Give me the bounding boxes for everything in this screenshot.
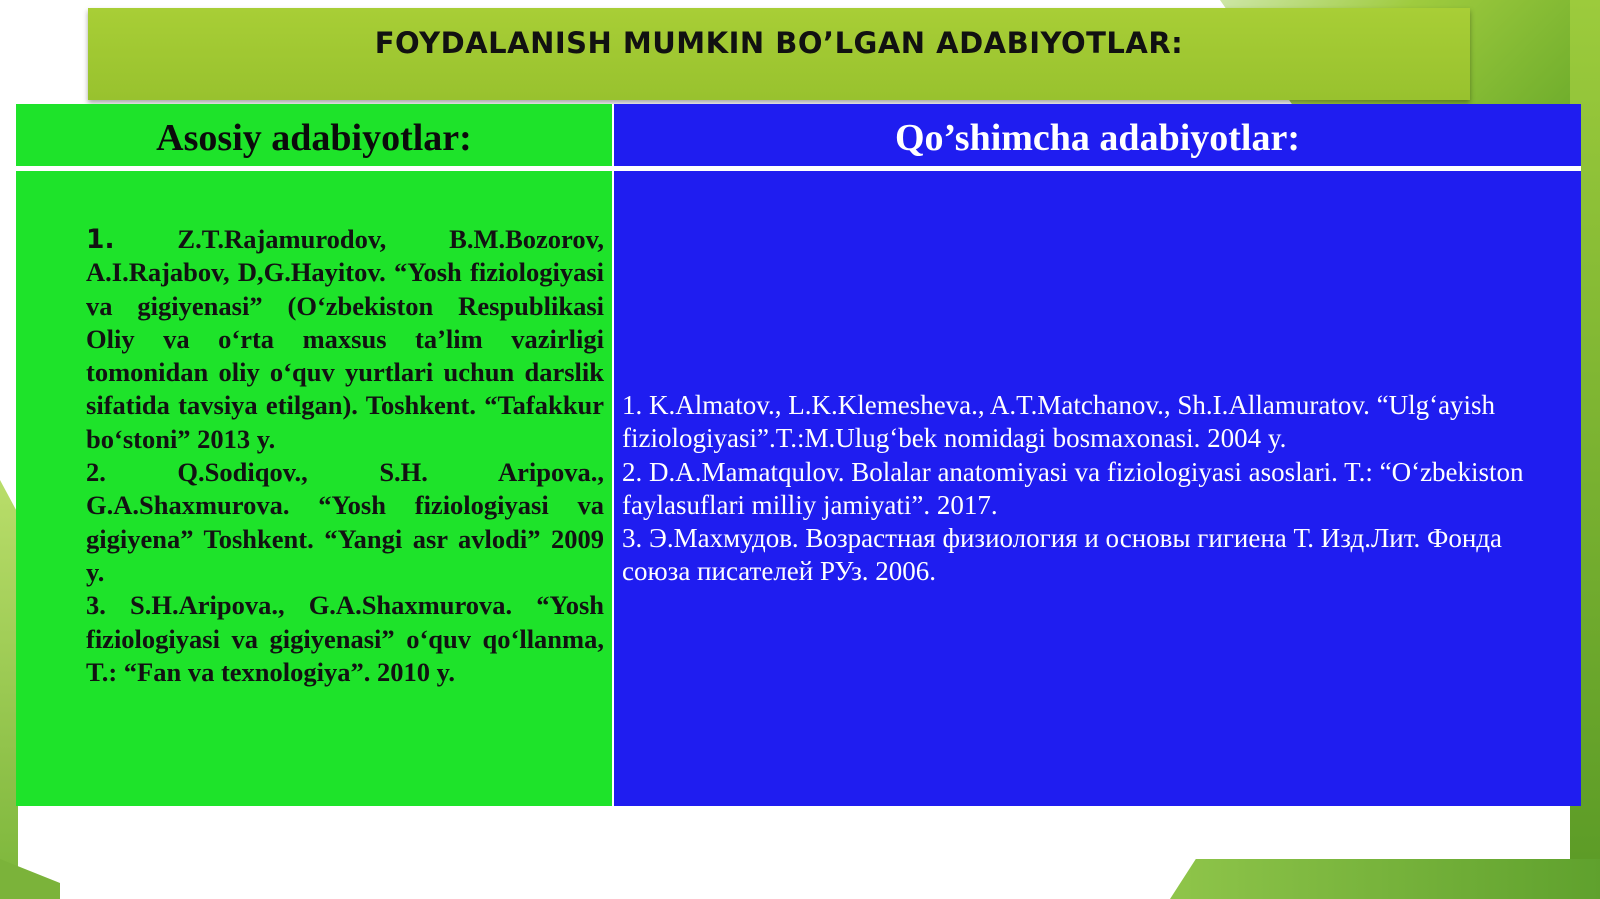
extra-literature-header-cell: [614, 104, 1581, 166]
title-banner: [88, 8, 1470, 100]
item-number: 2.: [86, 457, 106, 488]
item-text: S.H.Aripova., G.A.Shaxmurova. “Yosh fiziologiyasi va gigiyenasi” o‘quv qo‘llanma, T.: “Fan va texnologiya”. 2010 y.: [86, 590, 604, 687]
main-literature-item: [86, 589, 604, 689]
main-literature-item: [86, 456, 604, 589]
item-text: Z.T.Rajamurodov, B.M.Bozorov, A.I.Rajabov, D,G.Hayitov. “Yosh fiziologiyasi va gigiyenasi” (O‘zbekiston Respublikasi Oliy va o‘rta maxsus ta’lim vazirligi tomonidan oliy o‘quv yurtlari uchun darslik sifatida tavsiya etilgan). Toshkent. “Tafakkur bo‘stoni” 2013 y.: [86, 224, 604, 454]
decorative-green-shape-bottom-right: [1170, 859, 1600, 899]
slide-title: FOYDALANISH MUMKIN BO’LGAN ADABIYOTLAR:: [374, 26, 1184, 60]
main-literature-header: Asosiy adabiyotlar:: [156, 117, 472, 159]
extra-literature-item: 3. Э.Махмудов. Возрастная физиология и основы гигиена Т. Изд.Лит. Фонда союза писателей РУз. 2006.: [622, 523, 1502, 587]
extra-literature-cell: [614, 171, 1581, 806]
extra-literature-list: [622, 389, 1572, 589]
main-literature-cell: [16, 171, 612, 806]
decorative-green-shape-bottom-left: [0, 859, 60, 899]
item-number: 3.: [86, 590, 106, 621]
extra-literature-header: Qo’shimcha adabiyotlar:: [895, 117, 1300, 159]
extra-literature-item: 1. K.Almatov., L.K.Klemesheva., A.T.Matchanov., Sh.I.Allamuratov. “Ulg‘ayish fiziologiyasi”.T.:M.Ulug‘bek nomidagi bosmaxonasi. 2004 y.: [622, 390, 1496, 454]
main-literature-list: [86, 223, 604, 689]
extra-literature-item: 2. D.A.Mamatqulov. Bolalar anatomiyasi va fiziologiyasi asoslari. T.: “O‘zbekiston faylasuflari milliy jamiyati”. 2017.: [622, 456, 1524, 520]
item-number: 1.: [86, 224, 115, 255]
main-literature-header-cell: [16, 104, 612, 166]
item-text: Q.Sodiqov., S.H. Aripova., G.A.Shaxmurova. “Yosh fiziologiyasi va gigiyena” Toshkent. “Yangi asr avlodi” 2009 y.: [86, 457, 604, 587]
main-literature-item: [86, 223, 604, 456]
